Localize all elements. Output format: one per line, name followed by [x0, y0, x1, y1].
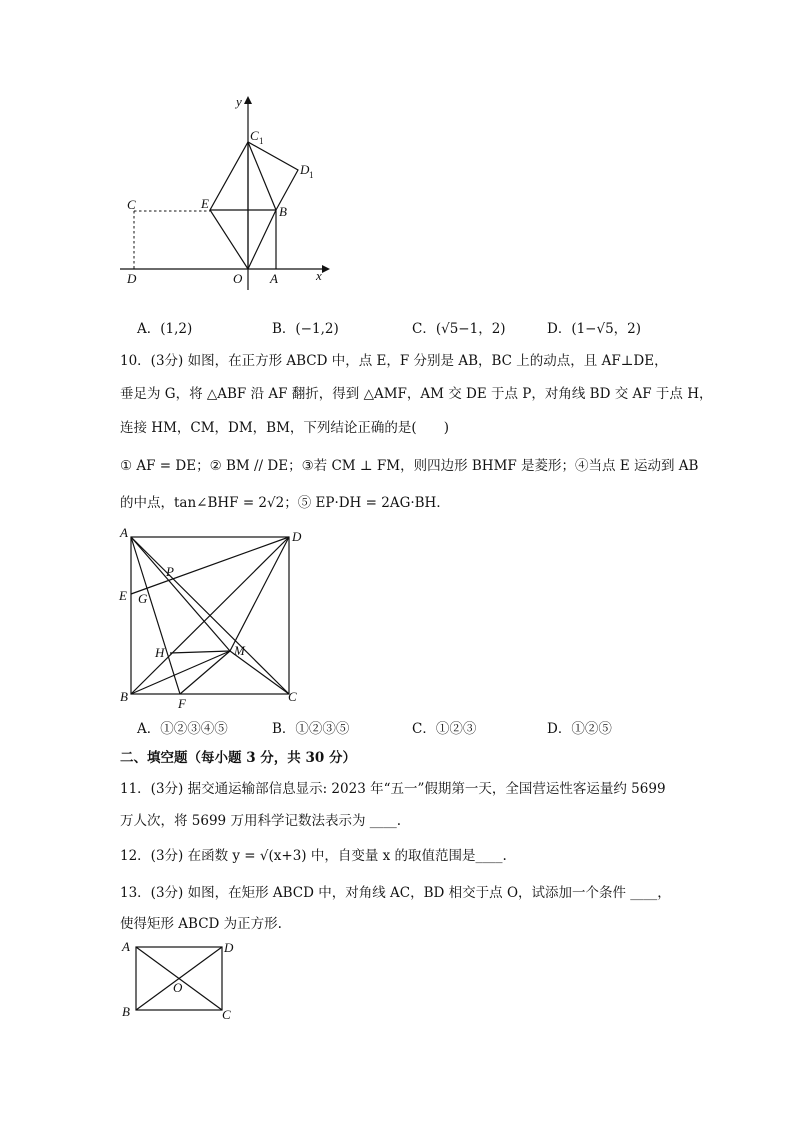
label-C1-sub: 1: [259, 136, 264, 146]
q13-line-1: 13．(3分) 如图，在矩形 ABCD 中，对角线 AC，BD 相交于点 O，试添加一个条件 ____，: [120, 885, 671, 901]
segment-FM: [180, 651, 230, 694]
x-axis-arrow: [322, 265, 330, 273]
label-B: B: [279, 204, 287, 219]
q9-option-a[interactable]: A．(1,2): [137, 321, 193, 337]
segment-BM: [131, 651, 230, 694]
q10-line-3: 连接 HM，CM，DM，BM，下列结论正确的是( ): [120, 420, 449, 436]
segment-ED: [131, 537, 289, 594]
q10-option-a[interactable]: A．①②③④⑤: [137, 721, 228, 737]
label-C: C: [288, 689, 297, 704]
label-D1-sub: 1: [309, 170, 314, 180]
label-E: E: [119, 588, 127, 603]
q13-rectangle-figure: [110, 935, 250, 1025]
segment-C1B: [248, 142, 276, 210]
q9-option-c[interactable]: C．(√5−1，2): [412, 321, 506, 337]
label-A: A: [122, 939, 130, 954]
q13-line-2: 使得矩形 ABCD 为正方形.: [120, 916, 282, 932]
label-y: y: [236, 94, 242, 109]
label-O: O: [233, 271, 243, 286]
label-C: C: [127, 197, 136, 212]
label-B: B: [122, 1004, 130, 1019]
segment-HM: [170, 651, 230, 653]
label-D: D: [224, 940, 234, 955]
label-A: A: [120, 525, 128, 540]
y-axis-arrow: [244, 96, 252, 104]
label-F: F: [178, 696, 186, 711]
q10-option-b[interactable]: B．①②③⑤: [272, 721, 350, 737]
q10-line-2: 垂足为 G，将 △ABF 沿 AF 翻折，得到 △AMF，AM 交 DE 于点 P，对角线 BD 交 AF 于点 H，: [120, 386, 713, 402]
label-H: H: [155, 645, 165, 660]
q10-option-c[interactable]: C．①②③: [412, 721, 477, 737]
q11-line-2: 万人次，将 5699 万用科学记数法表示为 ____.: [120, 813, 402, 829]
q9-coordinate-figure: [110, 90, 340, 290]
label-B: B: [120, 689, 128, 704]
q10-option-d[interactable]: D．①②⑤: [547, 721, 612, 737]
label-G: G: [138, 591, 148, 606]
label-A: A: [270, 271, 278, 286]
q10-line-4: ① AF = DE；② BM // DE；③若 CM ⊥ FM，则四边形 BHMF 是菱形；④当点 E 运动到 AB: [120, 458, 699, 474]
label-C: C: [222, 1007, 231, 1022]
q10-square-figure: [110, 520, 310, 715]
label-D: D: [292, 529, 302, 544]
q9-option-d[interactable]: D．(1−√5，2): [547, 321, 642, 337]
q10-line-5: 的中点，tan∠BHF = 2√2；⑤ EP·DH = 2AG·BH．: [120, 495, 450, 511]
label-P: P: [166, 564, 174, 579]
q10-line-1: 10．(3分) 如图，在正方形 ABCD 中，点 E，F 分别是 AB，BC 上的动点，且 AF⊥DE，: [120, 353, 668, 369]
label-E: E: [201, 196, 209, 211]
q12-line-1: 12．(3分) 在函数 y = √(x+3) 中，自变量 x 的取值范围是____.: [120, 848, 507, 864]
q9-option-b[interactable]: B．(−1,2): [272, 321, 339, 337]
section-title: 二、填空题（每小题 3 分，共 30 分）: [120, 750, 356, 766]
label-O: O: [173, 980, 183, 995]
label-x: x: [316, 268, 322, 283]
label-D: D: [127, 271, 137, 286]
q11-line-1: 11．(3分) 据交通运输部信息显示: 2023 年“五一”假期第一天，全国营运性客运量约 5699: [120, 781, 666, 797]
segment-DM: [230, 537, 289, 651]
label-D1: D: [300, 162, 310, 177]
label-M: M: [234, 643, 245, 658]
label-C1: C: [250, 128, 259, 143]
